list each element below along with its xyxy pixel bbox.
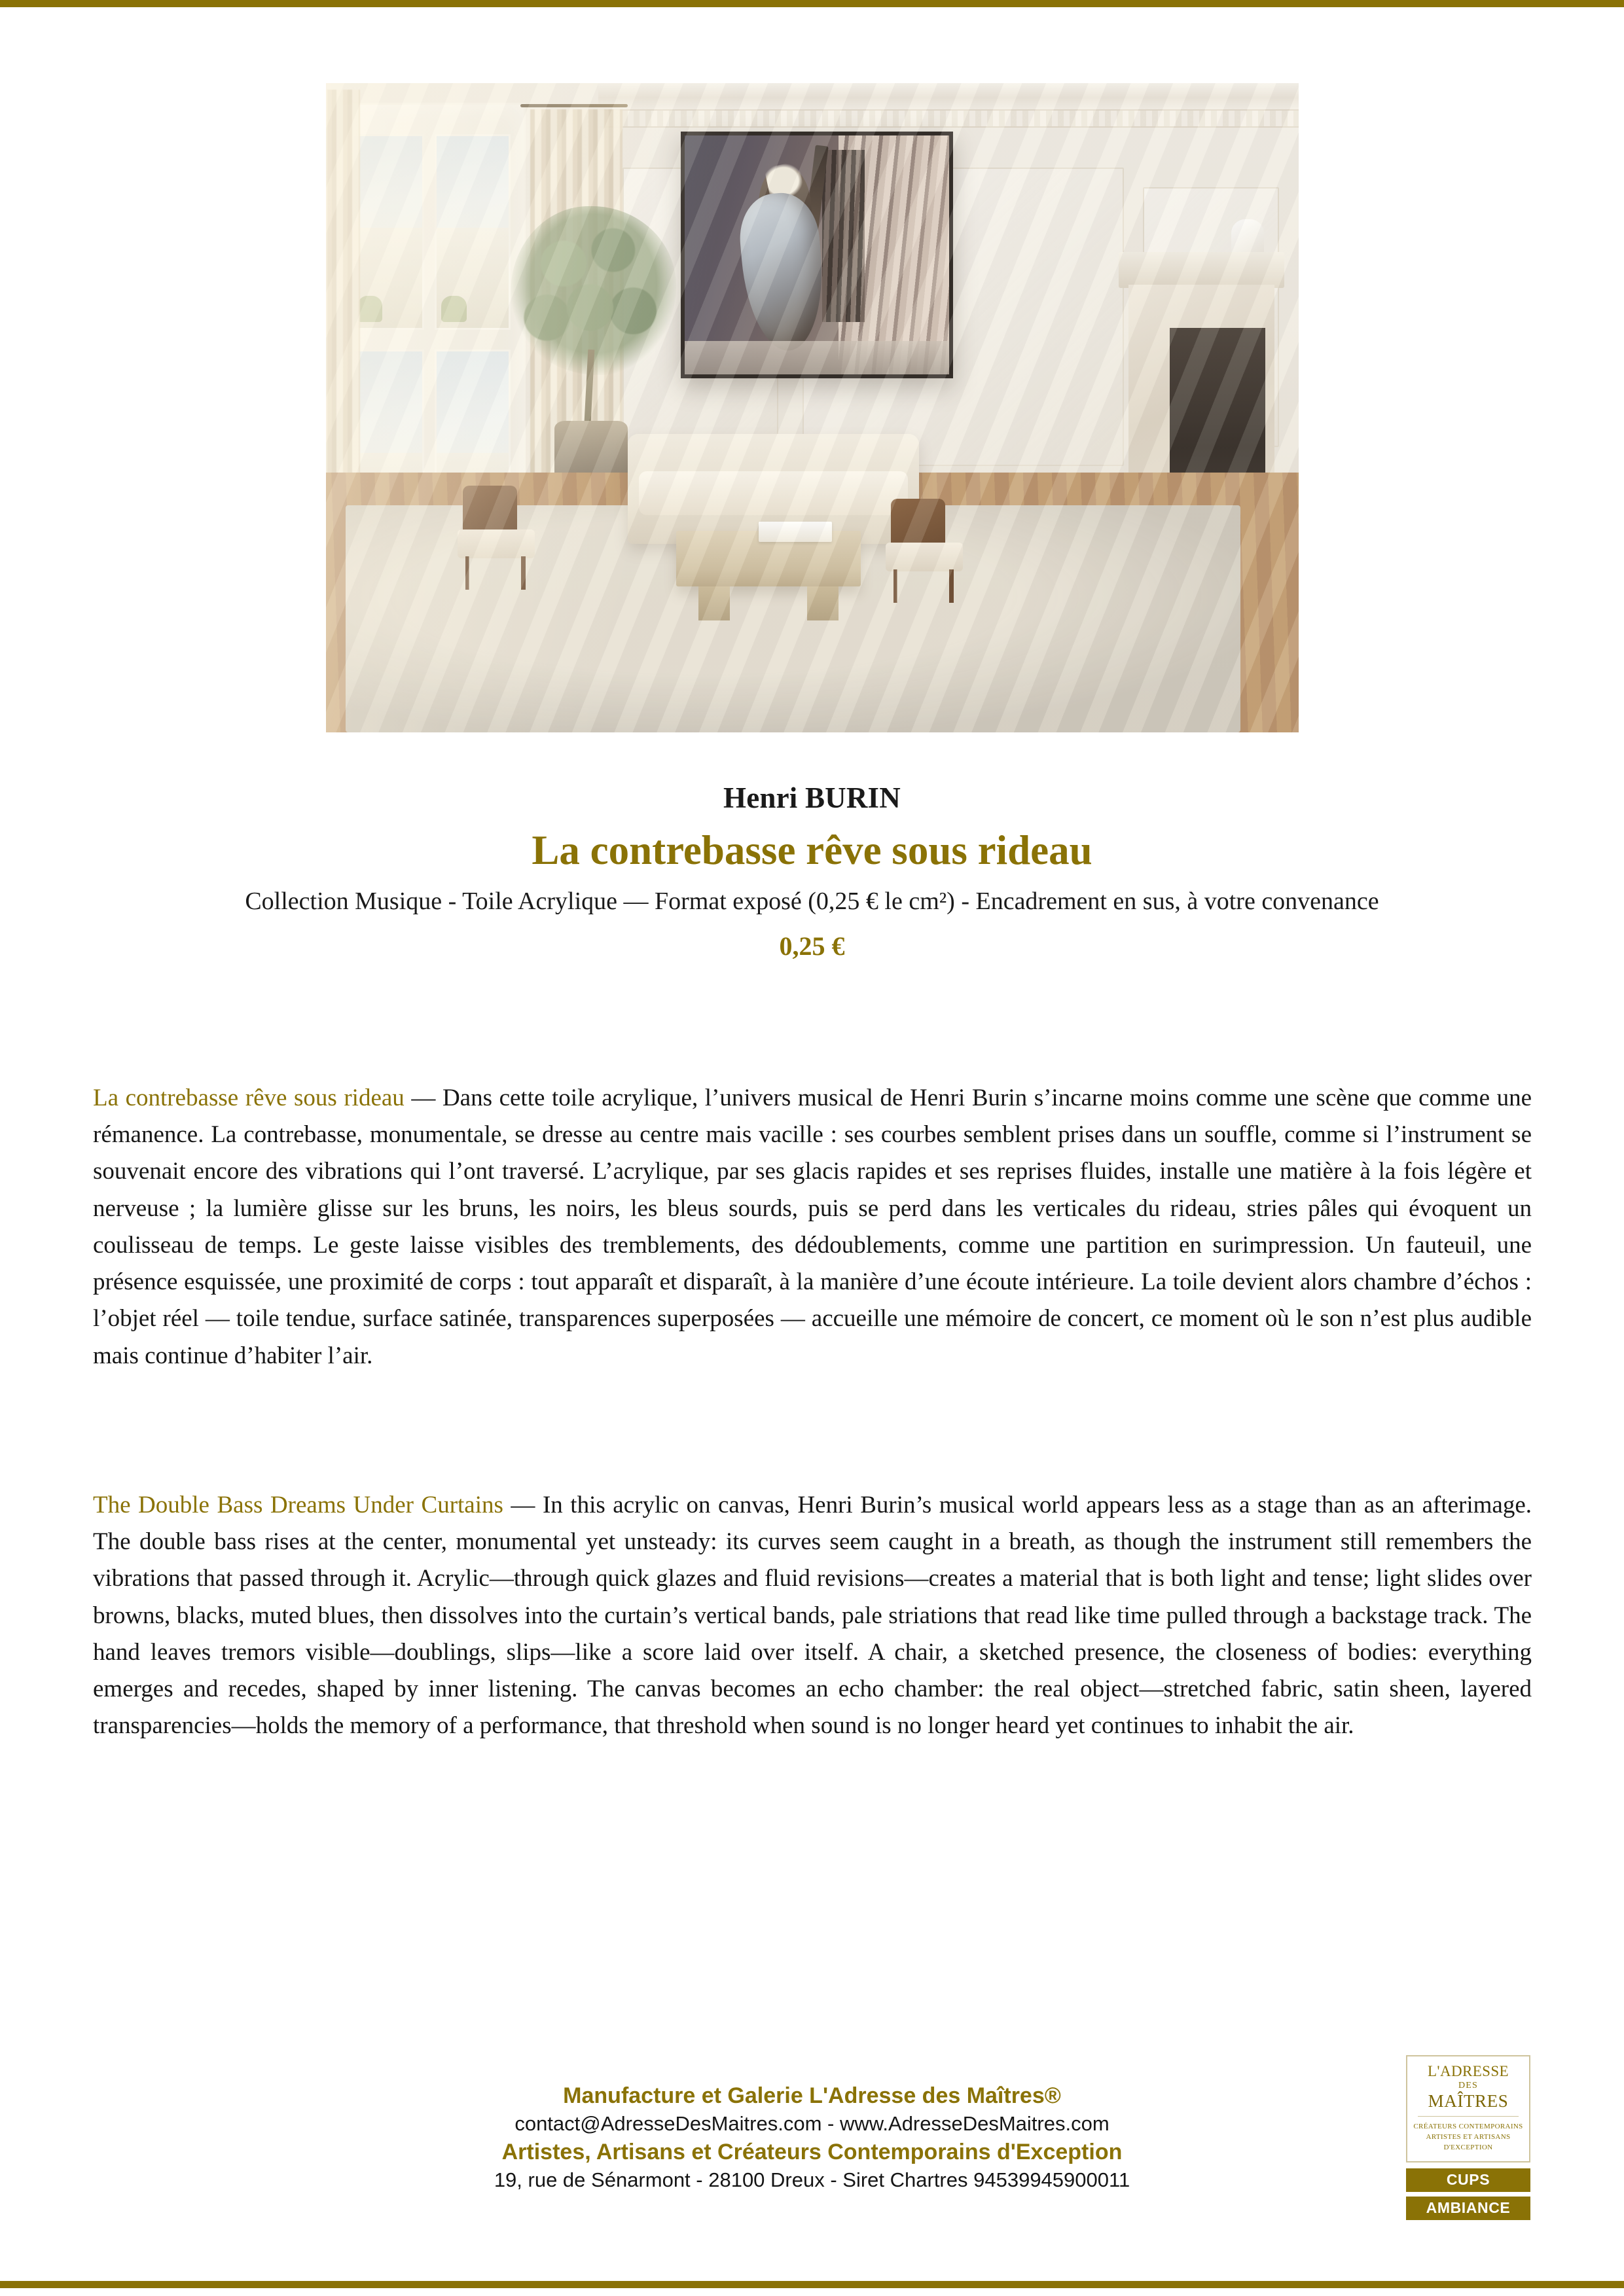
work-price: 0,25 € (779, 931, 845, 961)
framed-painting (681, 132, 953, 378)
painting-dark-verticals (822, 150, 865, 322)
view-building (353, 228, 422, 327)
brand-line-des: DES (1458, 2081, 1479, 2091)
work-subtitle: Collection Musique - Toile Acrylique — Format exposé (0,25 € le cm²) - Encadrement en sus, à votre convenance (245, 888, 1379, 915)
description-fr-body: — Dans cette toile acrylique, l’univers musical de Henri Burin s’incarne moins comme une scène que comme une rémanence. La contrebasse, monumentale, se dresse au centre mais vacille : ses courbes semblent prises dans un souffle, comme si l’instrument se souvenait encore des vibrations qui l’ont traversé. L’acrylique, par ses glacis rapides et ses reprises fluides, installe une matière à la fois légère et nerveuse ; la lumière glisse sur les bruns, les noirs, les bleus sourds, puis se perd dans les verticales du rideau, stries pâles qui évoquent un coulisseau de temps. Le geste laisse visibles des tremblements, des dédoublements, comme une partition en surimpression. Un fauteuil, une présence esquissée, une proximité de corps : tout apparaît et disparaît, à la manière d’une écoute intérieure. La toile devient alors chambre d’échos : l’objet réel — toile tendue, surface satinée, transparences superposées — accueille une mémoire de concert, ce moment où le son n’est plus audible mais continue d’habiter l’air. (93, 1085, 1532, 1369)
badge-ambiance[interactable]: AMBIANCE (1406, 2197, 1530, 2220)
armchair-legs (460, 556, 533, 590)
description-fr-lead: La contrebasse rêve sous rideau (93, 1085, 405, 1111)
brand-logo (1406, 2055, 1530, 2162)
artwork-photo (326, 83, 1299, 732)
armchair (452, 486, 540, 590)
description-fr (93, 1080, 1532, 1374)
description-en-body: — In this acrylic on canvas, Henri Burin’s musical world appears less as a stage than as an afterimage. The double bass rises at the center, monumental yet unsteady: its curves seem caught in a breath, as though the instrument still remembers the vibrations that passed through it. Acrylic—through quick glazes and fluid revisions—creates a material that is both light and tense; light slides over browns, blacks, muted blues, then dissolves into the curtain’s vertical bands, pale striations that read like time pulled through a backstage track. The hand leaves tremors visible—doublings, slips—like a score laid over itself. A chair, a sketched presence, the closeness of bodies: everything emerges and recedes, shaped by inner listening. The canvas becomes an echo chamber: the real object—stretched fabric, satin sheen, layered transparencies—holds the memory of a performance, that threshold when sound is no longer heard yet continues to inhabit the air. (93, 1492, 1532, 1740)
cornice-moulding (598, 83, 1299, 111)
armchair-seat (886, 543, 963, 571)
brand-line-adresse: L'ADRESSE (1427, 2063, 1509, 2079)
bottom-gold-rule (0, 2281, 1624, 2288)
footer-address: 19, rue de Sénarmont - 28100 Dreux - Siret Chartres 94539945900011 (494, 2168, 1130, 2191)
curtain-rod (520, 104, 627, 107)
armchair-legs (888, 569, 961, 603)
brand-sub-artistes: ARTISTES ET ARTISANS (1426, 2133, 1511, 2142)
footer-contact[interactable]: contact@AdresseDesMaitres.com - www.AdresseDesMaitres.com (514, 2111, 1110, 2135)
brand-sub-exception: D'EXCEPTION (1443, 2143, 1493, 2151)
brand-divider (1418, 2116, 1519, 2117)
description-en (93, 1487, 1532, 1745)
footer-company: Manufacture et Galerie L'Adresse des Maîtres® (563, 2083, 1061, 2108)
armchair (880, 499, 968, 603)
top-gold-rule (0, 0, 1624, 7)
interior-scene-image (326, 83, 1299, 732)
cornice-frieze (598, 111, 1299, 128)
footer-tagline: Artistes, Artisans et Créateurs Contemporains d'Exception (501, 2139, 1123, 2164)
badge-cups[interactable]: CUPS (1406, 2168, 1530, 2192)
brand-sub-createurs: CRÉATEURS CONTEMPORAINS (1413, 2123, 1523, 2131)
brand-line-maitres: MAÎTRES (1428, 2091, 1509, 2111)
armchair-seat (458, 529, 535, 558)
brand-block (1406, 2055, 1530, 2220)
artist-name: Henri BURIN (723, 781, 901, 814)
open-book (759, 522, 831, 543)
window-pane (435, 134, 511, 330)
page-title: La contrebasse rêve sous rideau (532, 827, 1092, 873)
painting-canvas (685, 135, 949, 374)
description-en-lead: The Double Bass Dreams Under Curtains (93, 1492, 503, 1518)
painting-foreground (685, 341, 949, 374)
view-building (437, 228, 509, 327)
footer (0, 2081, 1624, 2194)
fireplace-mantel (1119, 252, 1284, 289)
window-pane (352, 134, 424, 330)
